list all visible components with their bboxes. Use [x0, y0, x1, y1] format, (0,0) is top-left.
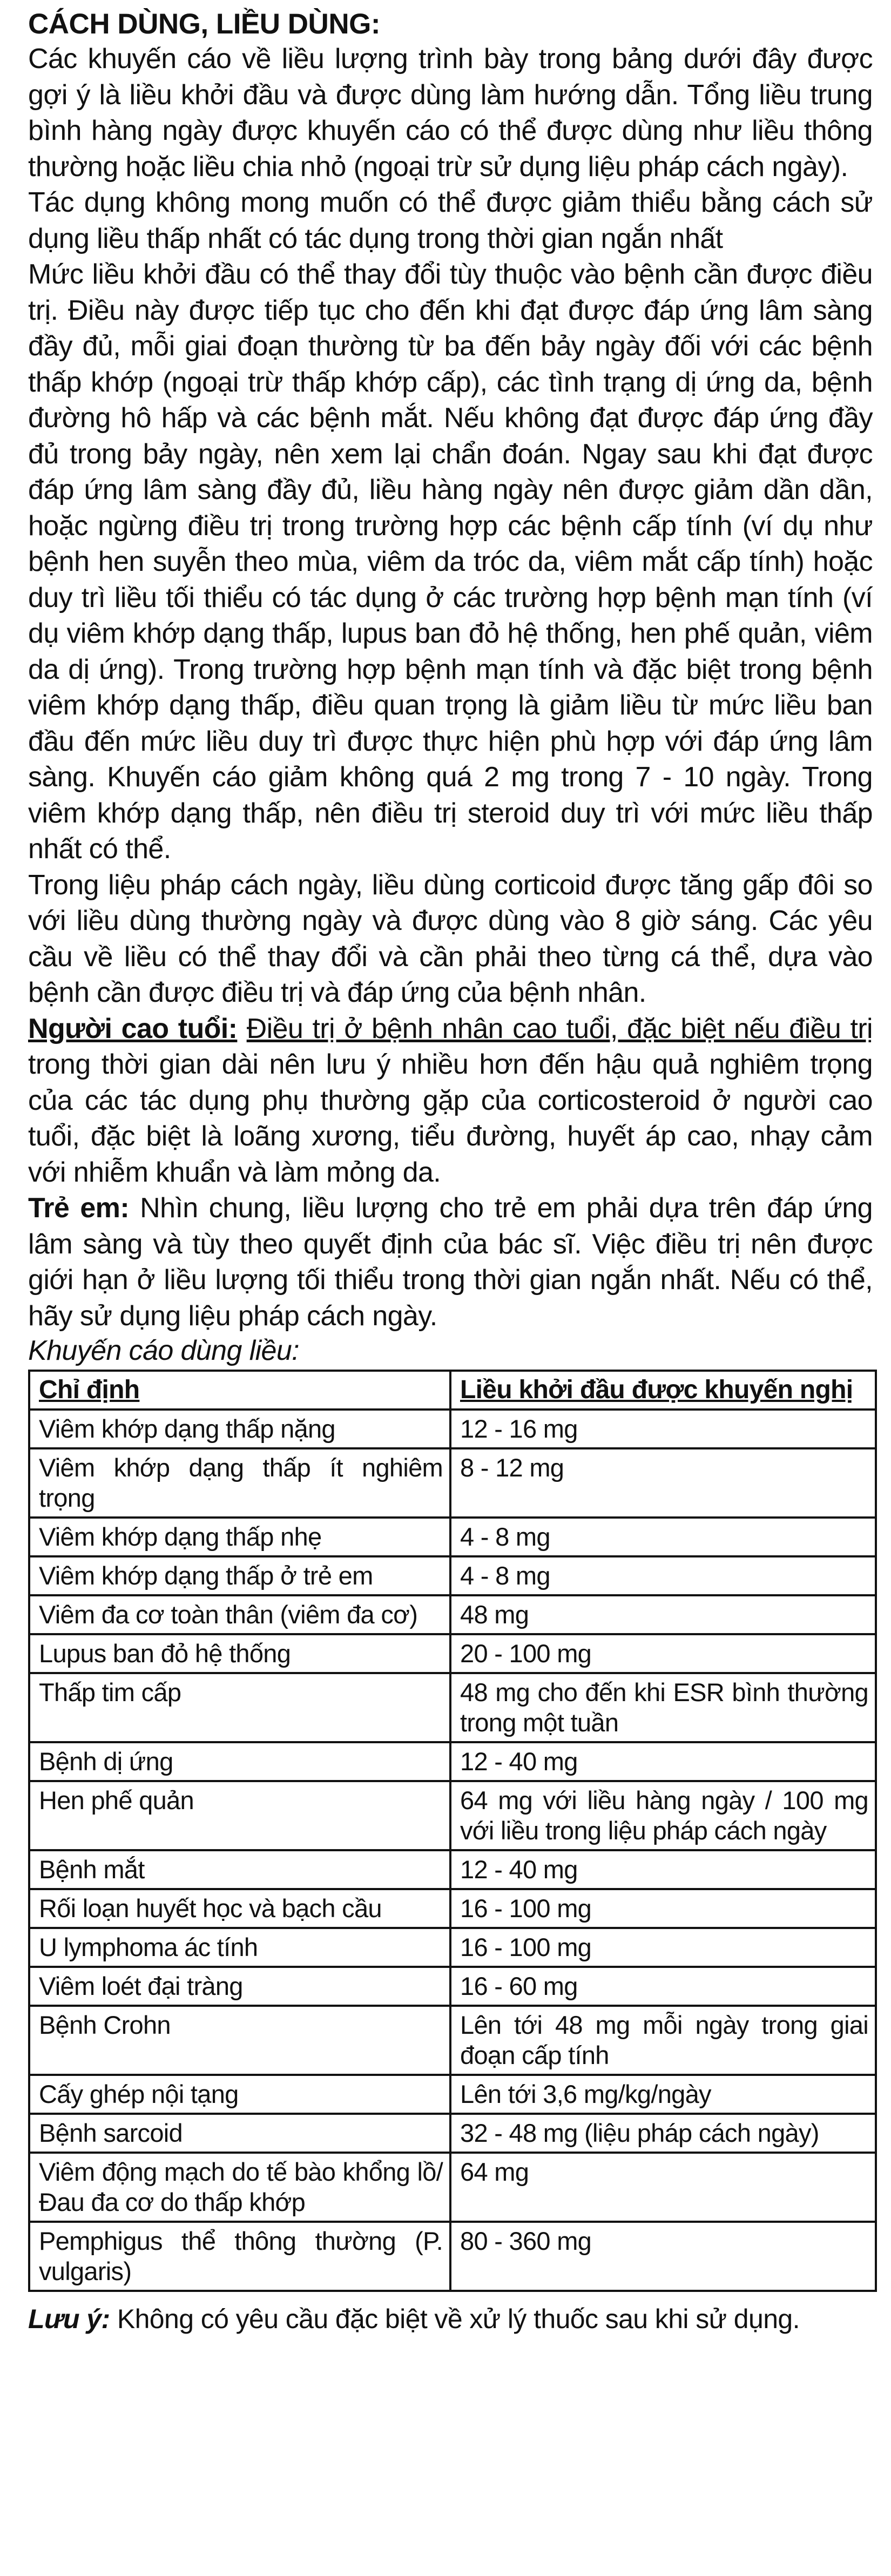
table-row: [29, 1448, 876, 1518]
table-row: [29, 1410, 876, 1448]
paragraph-elderly: [28, 1011, 873, 1191]
indication-cell: Viêm khớp dạng thấp ở trẻ em: [29, 1556, 450, 1595]
indication-cell: Thấp tim cấp: [29, 1673, 450, 1742]
dose-cell: 48 mg: [450, 1595, 876, 1634]
dosage-table-body: [29, 1410, 876, 2291]
elderly-underlined-text: Điều trị ở bệnh nhân cao tuổi, đặc biệt nếu điều trị: [246, 1013, 873, 1044]
indication-cell: Rối loạn huyết học và bạch cầu: [29, 1889, 450, 1928]
dose-cell: 16 - 100 mg: [450, 1889, 876, 1928]
paragraph-dosage-intro: Các khuyến cáo về liều lượng trình bày trong bảng dưới đây được gợi ý là liều khởi đầu và được dùng làm hướng dẫn. Tổng liều trung bình hàng ngày được khuyến cáo có thể được dùng như liều thông thường hoặc liều chia nhỏ (ngoại trừ sử dụng liệu pháp cách ngày).: [28, 43, 873, 183]
dose-cell: 12 - 16 mg: [450, 1410, 876, 1448]
section-title: CÁCH DÙNG, LIỀU DÙNG:: [28, 8, 380, 40]
dose-cell: 16 - 100 mg: [450, 1928, 876, 1967]
indication-cell: Viêm khớp dạng thấp nhẹ: [29, 1518, 450, 1556]
table-row: [29, 2153, 876, 2222]
indication-cell: Bệnh Crohn: [29, 2006, 450, 2075]
indication-cell: Bệnh sarcoid: [29, 2114, 450, 2153]
children-text: Nhìn chung, liều lượng cho trẻ em phải dựa trên đáp ứng lâm sàng và tùy theo quyết định của bác sĩ. Việc điều trị nên được giới hạn ở liều lượng tối thiểu trong thời gian ngắn nhất. Nếu có thể, hãy sử dụng liệu pháp cách ngày.: [28, 1192, 873, 1332]
dose-cell: 48 mg cho đến khi ESR bình thường trong một tuần: [450, 1673, 876, 1742]
table-row: [29, 2222, 876, 2291]
indication-cell: Pemphigus thể thông thường (P. vulgaris): [29, 2222, 450, 2291]
dose-cell: 8 - 12 mg: [450, 1448, 876, 1518]
paragraph-alternate-day: Trong liệu pháp cách ngày, liều dùng corticoid được tăng gấp đôi so với liều dùng thường ngày và được dùng vào 8 giờ sáng. Các yêu cầu về liều có thể thay đổi và cần phải theo từng cá thể, dựa vào bệnh cần được điều trị và đáp ứng của bệnh nhân.: [28, 869, 873, 1008]
table-row: [29, 1634, 876, 1673]
indication-cell: Viêm động mạch do tế bào khổng lồ/ Đau đa cơ do thấp khớp: [29, 2153, 450, 2222]
indication-cell: Viêm đa cơ toàn thân (viêm đa cơ): [29, 1595, 450, 1634]
table-caption: Khuyến cáo dùng liều:: [28, 1335, 300, 1366]
dose-cell: Lên tới 48 mg mỗi ngày trong giai đoạn cấp tính: [450, 2006, 876, 2075]
table-row: [29, 1781, 876, 1850]
table-row: [29, 1595, 876, 1634]
dose-cell: 32 - 48 mg (liệu pháp cách ngày): [450, 2114, 876, 2153]
note: [28, 2303, 873, 2335]
paragraph-children: [28, 1190, 873, 1334]
table-row: [29, 1967, 876, 2006]
dose-cell: 80 - 360 mg: [450, 2222, 876, 2291]
table-header-row: [29, 1371, 876, 1410]
table-row: [29, 2006, 876, 2075]
indication-cell: Viêm khớp dạng thấp ít nghiêm trọng: [29, 1448, 450, 1518]
table-row: [29, 1518, 876, 1556]
dose-cell: 12 - 40 mg: [450, 1742, 876, 1781]
dose-cell: 12 - 40 mg: [450, 1850, 876, 1889]
indication-cell: Bệnh mắt: [29, 1850, 450, 1889]
dose-cell: 16 - 60 mg: [450, 1967, 876, 2006]
paragraph-side-effects: Tác dụng không mong muốn có thể được giảm thiểu bằng cách sử dụng liều thấp nhất có tác dụng trong thời gian ngắn nhất: [28, 187, 873, 254]
dosage-table: [28, 1370, 877, 2292]
table-row: [29, 1850, 876, 1889]
table-row: [29, 1928, 876, 1967]
dose-cell: Lên tới 3,6 mg/kg/ngày: [450, 2075, 876, 2114]
paragraph-starting-dose: Mức liều khởi đầu có thể thay đổi tùy thuộc vào bệnh cần được điều trị. Điều này được tiếp tục cho đến khi đạt được đáp ứng lâm sàng đầy đủ, mỗi giai đoạn thường từ ba đến bảy ngày đối với các bệnh thấp khớp (ngoại trừ thấp khớp cấp), các tình trạng dị ứng da, bệnh đường hô hấp và các bệnh mắt. Nếu không đạt được đáp ứng đầy đủ trong bảy ngày, nên xem lại chẩn đoán. Ngay sau khi đạt được đáp ứng lâm sàng đầy đủ, liều hàng ngày nên được giảm dần dần, hoặc ngừng điều trị trong trường hợp các bệnh cấp tính (ví dụ như bệnh hen suyễn theo mùa, viêm da tróc da, viêm mắt cấp tính) hoặc duy trì liều tối thiểu có tác dụng ở các trường hợp bệnh mạn tính (ví dụ viêm khớp dạng thấp, lupus ban đỏ hệ thống, hen phế quản, viêm da dị ứng). Trong trường hợp bệnh mạn tính và đặc biệt trong bệnh viêm khớp dạng thấp, điều quan trọng là giảm liều từ mức liều ban đầu đến mức liều duy trì được thực hiện phù hợp với đáp ứng lâm sàng. Khuyến cáo giảm không quá 2 mg trong 7 - 10 ngày. Trong viêm khớp dạng thấp, nên điều trị steroid duy trì với mức liều thấp nhất có thể.: [28, 259, 873, 865]
dose-cell: 64 mg: [450, 2153, 876, 2222]
header-indication: Chỉ định: [29, 1371, 450, 1410]
dose-cell: 4 - 8 mg: [450, 1556, 876, 1595]
children-label: Trẻ em:: [28, 1192, 130, 1224]
indication-cell: Bệnh dị ứng: [29, 1742, 450, 1781]
dose-cell: 4 - 8 mg: [450, 1518, 876, 1556]
table-row: [29, 1889, 876, 1928]
table-row: [29, 2075, 876, 2114]
table-row: [29, 1556, 876, 1595]
indication-cell: U lymphoma ác tính: [29, 1928, 450, 1967]
table-row: [29, 2114, 876, 2153]
indication-cell: Cấy ghép nội tạng: [29, 2075, 450, 2114]
indication-cell: Lupus ban đỏ hệ thống: [29, 1634, 450, 1673]
dose-cell: 20 - 100 mg: [450, 1634, 876, 1673]
elderly-text: trong thời gian dài nên lưu ý nhiều hơn đến hậu quả nghiêm trọng của các tác dụng phụ thường gặp của corticosteroid ở người cao tuổi, đặc biệt là loãng xương, tiểu đường, huyết áp cao, nhạy cảm với nhiễm khuẩn và làm mỏng da.: [28, 1049, 873, 1188]
table-row: [29, 1673, 876, 1742]
indication-cell: Viêm loét đại tràng: [29, 1967, 450, 2006]
indication-cell: Viêm khớp dạng thấp nặng: [29, 1410, 450, 1448]
header-starting-dose: Liều khởi đầu được khuyến nghị: [450, 1371, 876, 1410]
indication-cell: Hen phế quản: [29, 1781, 450, 1850]
table-row: [29, 1742, 876, 1781]
note-label: Lưu ý:: [28, 2304, 110, 2334]
dose-cell: 64 mg với liều hàng ngày / 100 mg với liều trong liệu pháp cách ngày: [450, 1781, 876, 1850]
elderly-label: Người cao tuổi:: [28, 1013, 238, 1044]
note-text: Không có yêu cầu đặc biệt về xử lý thuốc sau khi sử dụng.: [117, 2304, 800, 2334]
